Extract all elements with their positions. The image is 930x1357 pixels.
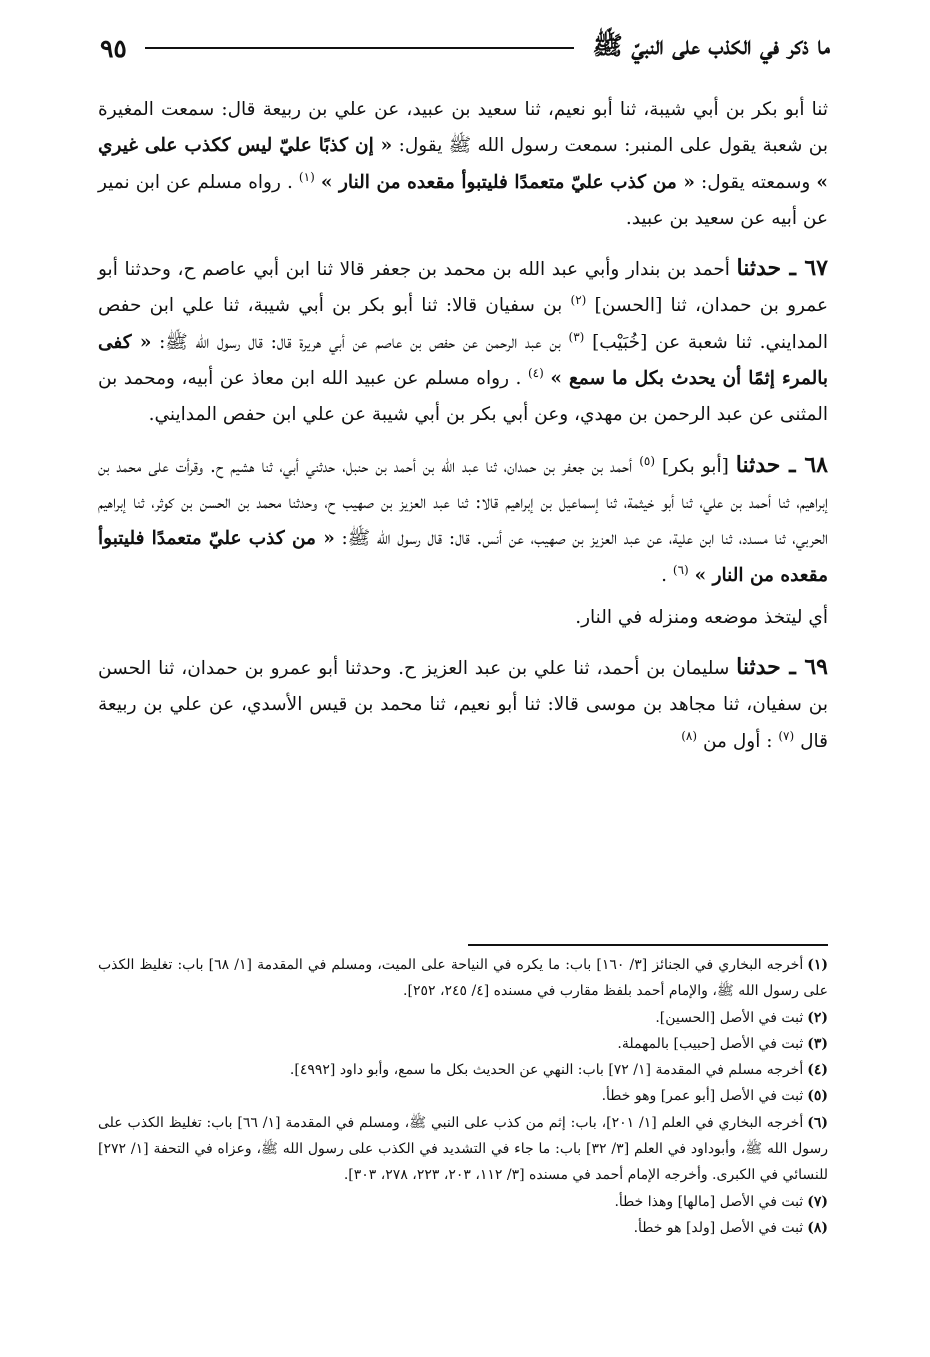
running-title: ما ذكر في الكذب على النبيّ ﷺ — [592, 30, 830, 60]
main-text — [98, 92, 828, 773]
hadith-quote: « من كذب عليّ متعمدًا فليتبوأ مقعده من النار » — [98, 528, 828, 586]
footnote: (٦)أخرجه البخاري في العلم [١/ ٢٠١]، باب: إثم من كذب على النبي ﷺ، ومسلم في المقدمة [١/ ٦٦] باب: تغليظ الكذب على رسول الله ﷺ، وأبوداود في العلم [٣/ ٣٢] باب: ما جاء في التشديد في الكذب على رسول الله ﷺ، وعزاه في التحفة [١/ ٢٧٢] للنسائي في الكبرى. وأخرجه الإمام أحمد في مسنده [٣/ ١١٢، ٢٠٣، ٢٢٣، ٢٧٨، ٣٠٣]. — [98, 1114, 829, 1184]
footnote-ref: (٢) — [570, 293, 587, 308]
footnote-ref: (١) — [298, 169, 315, 184]
paragraph-68: ٦٨ ـ حدثنا [أبو بكر] $^{(٥)}$ أحمد بن جعفر بن حمدان، ثنا عبد الله بن أحمد بن حنبل، حدثني أبي، ثنا هشيم ح. وقرأت على محمد بن إبراهيم، ثنا أحمد بن علي، ثنا أبو خيثمة، ثنا إسماعيل بن إبراهيم قالا: ثنا عبد العزيز بن صهيب ح، وحدثنا محمد بن الحسن بن كوثر، ثنا إبراهيم الحربي، ثنا مسدد، ثنا ابن علية، عن عبد العزيز بن صهيب، عن أنس. قال: قال رسول الله ﷺ: « من كذب عليّ متعمدًا فليتبوأ مقعده من النار » $^{(٦)}$ . — [98, 451, 828, 586]
footnote: (٣)ثبت في الأصل [حبيب] بالمهملة. — [617, 1035, 828, 1052]
footnote: (٧)ثبت في الأصل [مالها] وهذا خطأ. — [614, 1193, 828, 1210]
footnote-ref: (٣) — [568, 329, 585, 344]
header-rule — [145, 47, 575, 49]
footnote: (٤)أخرجه مسلم في المقدمة [١/ ٧٢] باب: النهي عن الحديث بكل ما سمع، وأبو داود [٤٩٩٢]. — [289, 1062, 828, 1079]
page-header — [100, 18, 830, 78]
footnote-ref: (٥) — [639, 453, 656, 468]
footnote-ref: (٨) — [681, 728, 698, 743]
footnote-divider — [468, 944, 828, 946]
footnote-ref: (٤) — [527, 365, 544, 380]
footnote: (٨)ثبت في الأصل [ولد] هو خطأ. — [633, 1219, 828, 1236]
footnote: (٢)ثبت في الأصل [الحسين]. — [655, 1009, 828, 1026]
footnote: (١)أخرجه البخاري في الجنائز [٣/ ١٦٠] باب: ما يكره في النياحة على الميت، ومسلم في المقدمة [١/ ٦٨] باب: تغليظ الكذب على رسول الله ﷺ، والإمام أحمد بلفظ مقارب في مسنده [٤/ ٢٤٥، ٢٥٢]. — [98, 957, 829, 1000]
hadith-number-lead: ٦٧ ـ حدثنا — [736, 255, 828, 282]
page-number: ٩٥ — [100, 33, 127, 63]
paragraph-explanation: أي ليتخذ موضعه ومنزله في النار. — [575, 606, 828, 628]
paragraph-intro: ثنا أبو بكر بن أبي شيبة، ثنا أبو نعيم، ثنا سعيد بن عبيد، عن علي بن ربيعة قال: سمعت المغيرة بن شعبة يقول على المنبر: سمعت رسول الله ﷺ يقول: « إن كذبًا عليّ ليس ككذب على غيري » وسمعته يقول: « من كذب عليّ متعمدًا فليتبوأ مقعده من النار » $^{(١)}$ . رواه مسلم عن ابن نمير عن أبيه عن سعيد بن عبيد. — [98, 99, 828, 229]
footnote-ref: (٧) — [778, 728, 795, 743]
footnotes — [98, 952, 828, 1241]
hadith-quote: « إن كذبًا عليّ ليس ككذب على غيري » — [98, 135, 828, 193]
hadith-number-lead: ٦٨ ـ حدثنا — [735, 451, 828, 478]
hadith-quote: « من كذب عليّ متعمدًا فليتبوأ مقعده من النار » — [320, 171, 695, 193]
footnote: (٥)ثبت في الأصل [أبو عمر] وهو خطأ. — [601, 1088, 828, 1105]
paragraph-69: ٦٩ ـ حدثنا سليمان بن أحمد، ثنا علي بن عبد العزيز ح. وحدثنا أبو عمرو بن حمدان، ثنا الحسن بن سفيان، ثنا مجاهد بن موسى قالا: ثنا أبو نعيم، ثنا محمد بن قيس الأسدي، عن علي بن ربيعة قال $^{(٧)}$ : أول من $^{(٨)}$ — [98, 654, 828, 752]
paragraph-67: ٦٧ ـ حدثنا أحمد بن بندار وأبي عبد الله بن محمد بن جعفر قالا ثنا ابن أبي عاصم ح، وحدثنا أبو عمرو بن حمدان، ثنا [الحسن] $^{(٢)}$ بن سفيان قالا: ثنا أبو بكر بن أبي شيبة، ثنا علي ابن حفص المدايني. ثنا شعبة عن [خُبَيْب] $^{(٣)}$ بن عبد الرحمن عن حفص بن عاصم عن أبي هريرة قال: قال رسول الله ﷺ: « كفى بالمرء إثمًا أن يحدث بكل ما سمع » $^{(٤)}$ . رواه مسلم عن عبيد الله ابن معاذ عن أبيه، ومحمد بن المثنى عن عبد الرحمن بن مهدي، وعن أبي بكر بن أبي شيبة عن علي ابن حفص المدايني. — [98, 255, 829, 426]
footnote-ref: (٦) — [672, 562, 689, 577]
hadith-quote: « كفى بالمرء إثمًا أن يحدث بكل ما سمع » — [98, 331, 829, 390]
hadith-number-lead: ٦٩ ـ حدثنا — [736, 654, 828, 681]
